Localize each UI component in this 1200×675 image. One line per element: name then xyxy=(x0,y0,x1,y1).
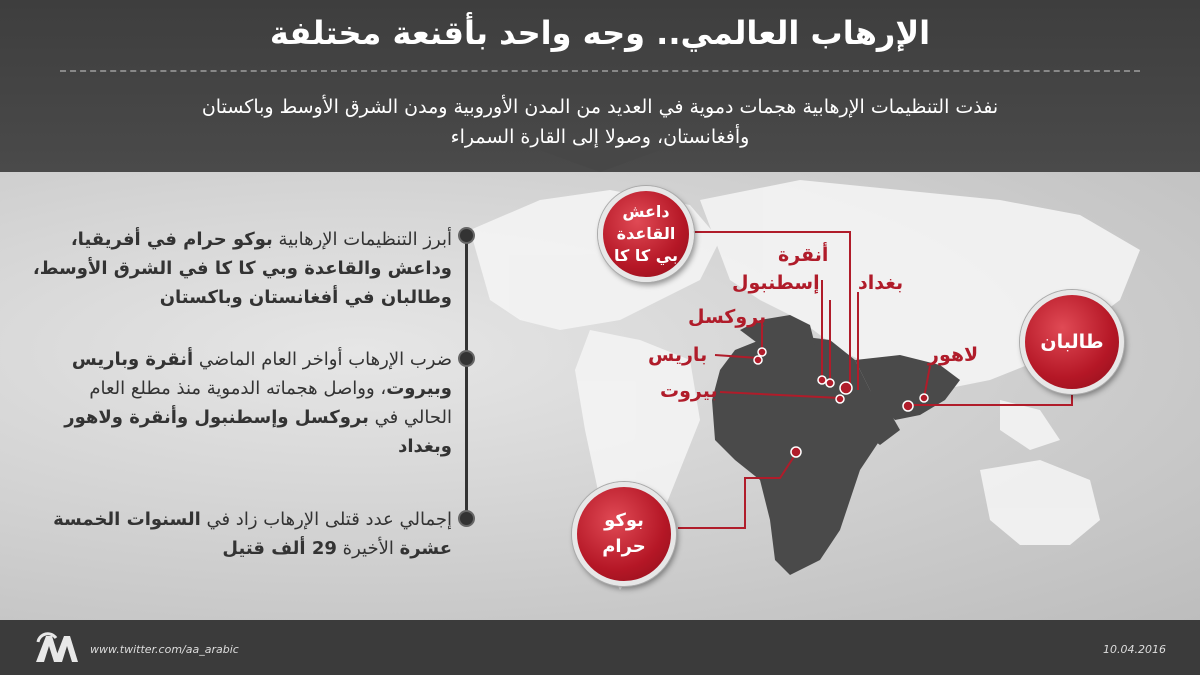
city-beirut: بيروت xyxy=(660,380,718,402)
timeline-line-text: أبرز التنظيمات الإرهابية بوكو حرام في أفريقيا، xyxy=(70,229,452,250)
timeline-line-text: عشرة الأخيرة 29 ألف قتيل xyxy=(222,538,452,559)
circle-label: بي كا كا xyxy=(614,246,678,265)
timeline-line-text: وبيروت، وواصل هجماته الدموية منذ مطلع العام xyxy=(89,378,452,399)
title-divider xyxy=(60,70,1140,72)
timeline-line-text: وداعش والقاعدة وبي كا كا في الشرق الأوسط، xyxy=(32,258,452,279)
timeline-item-3 xyxy=(12,505,452,563)
circle-label: بوكو xyxy=(604,510,644,531)
city-paris: باريس xyxy=(648,344,708,366)
timeline-dot xyxy=(458,510,475,527)
timeline-dot xyxy=(458,350,475,367)
timeline-line-text: ضرب الإرهاب أواخر العام الماضي أنقرة وباريس xyxy=(71,349,452,370)
publish-date: 10.04.2016 xyxy=(1103,643,1166,656)
timeline-line-text: الحالي في بروكسل وإسطنبول وأنقرة ولاهور وبغداد xyxy=(64,407,452,457)
city-ankara: أنقرة xyxy=(778,244,829,266)
subtitle-line-1: نفذت التنظيمات الإرهابية هجمات دموية في العديد من المدن الأوروبية ومدن الشرق الأوسط وباكستان xyxy=(201,96,999,118)
timeline-line-text: إجمالي عدد قتلى الإرهاب زاد في السنوات الخمسة xyxy=(53,509,452,530)
aa-logo-icon xyxy=(34,632,80,664)
circle-label: داعش xyxy=(622,202,670,221)
timeline-item-1 xyxy=(12,225,452,312)
timeline-item-2 xyxy=(12,345,452,461)
circle-label: حرام xyxy=(602,536,646,557)
city-baghdad: بغداد xyxy=(858,272,904,294)
twitter-link[interactable]: www.twitter.com/aa_arabic xyxy=(90,643,239,656)
isis-alqaeda-pkk-circle xyxy=(598,186,694,282)
timeline-line xyxy=(465,235,468,525)
boko-haram-circle xyxy=(572,482,676,586)
timeline-line-text: وطالبان في أفغانستان وباكستان xyxy=(159,287,452,308)
page-subtitle xyxy=(150,92,1050,152)
circle-label: القاعدة xyxy=(616,224,676,243)
subtitle-line-2: وأفغانستان، وصولا إلى القارة السمراء xyxy=(450,126,750,148)
page-title: الإرهاب العالمي.. وجه واحد بأقنعة مختلفة xyxy=(269,14,931,52)
city-brussels: بروكسل xyxy=(688,306,767,328)
timeline-dot xyxy=(458,227,475,244)
header-notch xyxy=(540,150,660,172)
circle-label: طالبان xyxy=(1040,331,1104,353)
city-lahore: لاهور xyxy=(928,344,979,366)
taliban-circle xyxy=(1020,290,1124,394)
city-istanbul: إسطنبول xyxy=(732,272,820,294)
